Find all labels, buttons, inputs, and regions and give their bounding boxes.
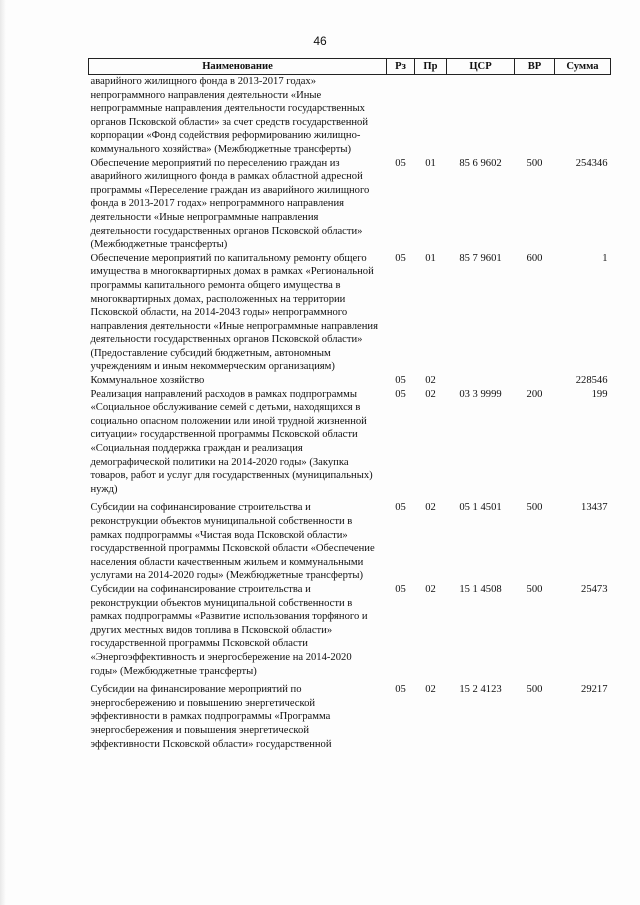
table-row [89, 496, 611, 583]
table-row [89, 75, 611, 157]
table-row [89, 678, 611, 751]
row-csr: 85 6 9602 [459, 157, 502, 169]
table-row [89, 252, 611, 374]
row-vr: 500 [526, 583, 543, 595]
header-vr: ВР [515, 59, 555, 75]
table-row [89, 388, 611, 497]
row-rz: 05 [395, 375, 406, 387]
page-number: 46 [313, 34, 327, 48]
row-pr [415, 75, 447, 157]
header-sum: Сумма [555, 59, 611, 75]
budget-table [88, 58, 611, 751]
row-csr: 03 3 9999 [459, 388, 502, 400]
row-sum: 13437 [581, 502, 608, 514]
row-name: Обеспечение мероприятий по капитальному ремонту общего имущества в многоквартирных домах в рамках «Региональной программы капитального ремонта общего имущества в многоквартирных домах, расположенных на территории Псковской области, на 2014-2043 годы» непрограммного направления деятельности «Иные непрограммные направления деятельности государственных органов Псковской области» (Предоставление субсидий бюджетным, автономным учреждениям и иным некоммерческим организациям) [90, 252, 378, 373]
row-pr: 01 [425, 157, 436, 169]
table-row [89, 374, 611, 388]
row-sum [555, 75, 611, 157]
row-csr: 15 1 4508 [459, 583, 502, 595]
row-pr: 02 [425, 583, 436, 595]
row-sum: 199 [591, 388, 608, 400]
row-sum: 25473 [581, 583, 608, 595]
row-csr: 15 2 4123 [459, 684, 502, 696]
row-rz: 05 [395, 583, 406, 595]
row-pr: 01 [425, 252, 436, 264]
table-body [89, 75, 611, 752]
row-name: Субсидии на финансирование мероприятий по энергосбережению и повышению энергетической эффективности в рамках подпрограммы «Программа энергосбережения и повышения энергетической эффективности Псковской области» государственной [90, 684, 332, 750]
row-pr: 02 [425, 502, 436, 514]
row-vr: 200 [526, 388, 543, 400]
row-name: Коммунальное хозяйство [90, 375, 205, 387]
row-name: Субсидии на софинансирование строительства и реконструкции объектов муниципальной собственности в рамках подпрограммы «Развитие использования торфяного и других местных видов топлива в Псковской области» государственной программы Псковской области «Энергоэффективность и энергосбережение на 2014-2020 годы» (Межбюджетные трансферты) [90, 583, 368, 677]
header-pr: Пр [415, 59, 447, 75]
row-sum: 254346 [575, 157, 608, 169]
row-rz [387, 75, 415, 157]
header-csr: ЦСР [447, 59, 515, 75]
row-rz: 05 [395, 502, 406, 514]
header-rz: Рз [387, 59, 415, 75]
row-name: Обеспечение мероприятий по переселению граждан из аварийного жилищного фонда в рамках областной адресной программы «Переселение граждан из аварийного жилищного фонда в 2013-2017 годах» непрограммного направления деятельности «Иные непрограммные направления деятельности государственных органов Псковской области» (Межбюджетные трансферты) [90, 157, 370, 251]
row-rz: 05 [395, 157, 406, 169]
row-name: Реализация направлений расходов в рамках подпрограммы «Социальное обслуживание семей с детьми, находящихся в социально опасном положении или иной трудной жизненной ситуации» государственной программы Псковской области «Социальная поддержка граждан и реализация демографической политики на 2014-2020 годы» (Закупка товаров, работ и услуг для государственных (муниципальных) нужд) [90, 388, 373, 495]
scan-edge-shadow [0, 0, 6, 905]
table-row [89, 157, 611, 252]
row-csr: 05 1 4501 [459, 502, 502, 514]
row-csr: 85 7 9601 [459, 252, 502, 264]
row-vr [515, 374, 555, 388]
table-header [89, 59, 611, 75]
header-row [89, 59, 611, 75]
table-row [89, 583, 611, 678]
row-sum: 1 [602, 252, 608, 264]
row-pr: 02 [425, 388, 436, 400]
row-rz: 05 [395, 684, 406, 696]
row-vr: 500 [526, 157, 543, 169]
row-name: аварийного жилищного фонда в 2013-2017 годах» непрограммного направления деятельности «Иные непрограммные направления деятельности государственных органов Псковской области» за счет средств государственной корпорации «Фонд содействия реформированию жилищно-коммунального хозяйства» (Межбюджетные трансферты) [90, 76, 369, 155]
row-name: Субсидии на софинансирование строительства и реконструкции объектов муниципальной собственности в рамках подпрограммы «Чистая вода Псковской области» государственной программы Псковской области «Обеспечение населения области качественным жильем и коммунальными услугами на 2014-2020 годы» (Межбюджетные трансферты) [90, 502, 375, 582]
row-rz: 05 [395, 388, 406, 400]
row-sum: 29217 [581, 684, 608, 696]
row-sum: 228546 [575, 375, 608, 387]
row-pr: 02 [425, 684, 436, 696]
row-rz: 05 [395, 252, 406, 264]
row-vr [515, 75, 555, 157]
row-vr: 600 [526, 252, 543, 264]
row-vr: 500 [526, 502, 543, 514]
row-csr [447, 75, 515, 157]
row-pr: 02 [425, 375, 436, 387]
row-vr: 500 [526, 684, 543, 696]
row-csr [447, 374, 515, 388]
header-name: Наименование [89, 59, 387, 75]
